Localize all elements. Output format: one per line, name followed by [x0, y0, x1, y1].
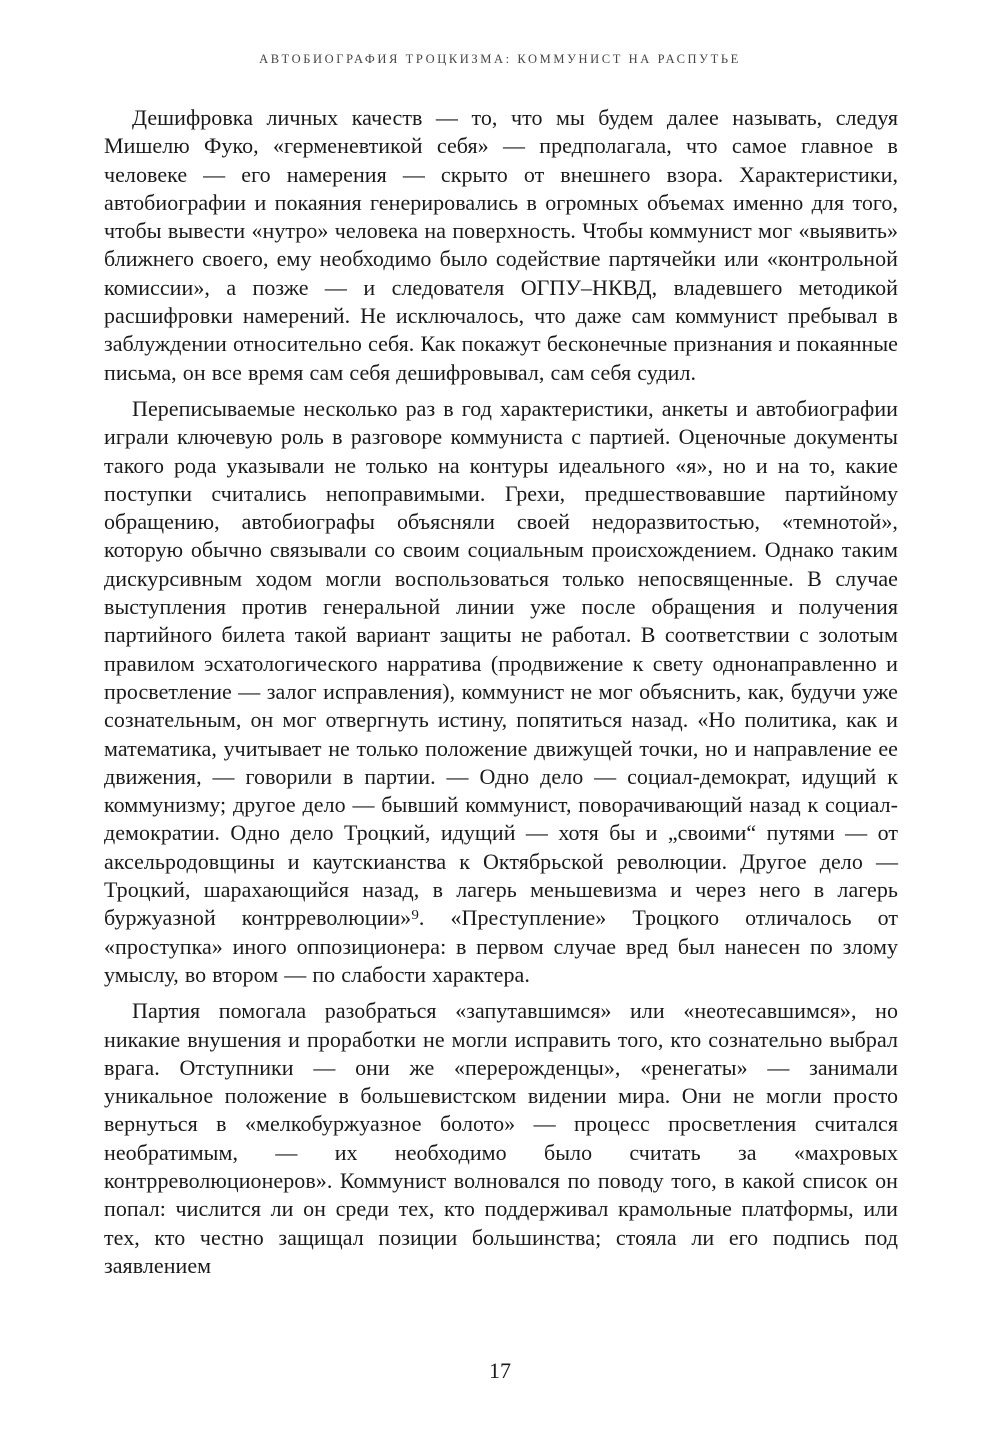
page-number: 17 — [489, 1358, 511, 1383]
paragraph-2: Переписываемые несколько раз в год характеристики, анкеты и автобиографии играли ключевую роль в разговоре коммуниста с партией. Оценочные документы такого рода указывали не только на контуры идеального «я», но и на то, какие поступки считались непоправимыми. Грехи, предшествовавшие партийному обращению, автобиографы объясняли своей недоразвитостью, «темнотой», которую обычно связывали со своим социальным происхождением. Однако таким дискурсивным ходом могли воспользоваться только непосвященные. В случае выступления против генеральной линии уже после обращения и получения партийного билета такой вариант защиты не работал. В соответствии с золотым правилом эсхатологического нарратива (продвижение к свету однонаправленно и просветление — залог исправления), коммунист не мог объяснить, как, будучи уже сознательным, он мог отвергнуть истину, попятиться назад. «Но политика, как и математика, учитывает не только положение движущей точки, но и направление ее движения, — говорили в партии. — Одно дело — социал-демократ, идущий к коммунизму; другое дело — бывший коммунист, поворачивающий назад к социал-демократии. Одно дело Троцкий, идущий — хотя бы и „своими“ путями — от аксельродовщины и каутскианства к Октябрьской революции. Другое дело — Троцкий, шарахающийся назад, в лагерь меньшевизма и через него в лагерь буржуазной контрреволюции»⁹. «Преступление» Троцкого отличалось от «проступка» иного оппозиционера: в первом случае вред был нанесен по злому умыслу, во втором — по слабости характера. — [104, 395, 898, 987]
body-text — [104, 104, 898, 1280]
paragraph-3: Партия помогала разобраться «запутавшимся» или «неотесавшимся», но никакие внушения и проработки не могли исправить того, кто сознательно выбрал врага. Отступники — они же «перерожденцы», «ренегаты» — занимали уникальное положение в большевистском видении мира. Они не могли просто вернуться в «мелкобуржуазное болото» — процесс просветления считался необратимым, — их необходимо было считать за «махровых контрреволюционеров». Коммунист волновался по поводу того, в какой список он попал: числится ли он среди тех, кто поддерживал крамольные платформы, или тех, кто честно защищал позиции большинства; стояла ли его подпись под заявлением — [104, 998, 898, 1278]
running-header: АВТОБИОГРАФИЯ ТРОЦКИЗМА: КОММУНИСТ НА РАСПУТЬЕ — [259, 52, 741, 66]
paragraph-1: Дешифровка личных качеств — то, что мы будем далее называть, следуя Мишелю Фуко, «герменевтикой себя» — предполагала, что самое главное в человеке — его намерения — скрыто от внешнего взора. Характеристики, автобиографии и покаяния генерировались в огромных объемах именно для того, чтобы вывести «нутро» человека на поверхность. Чтобы коммунист мог «выявить» ближнего своего, ему необходимо было содействие партячейки или «контрольной комиссии», а позже — и следователя ОГПУ–НКВД, владевшего методикой расшифровки намерений. Не исключалось, что даже сам коммунист пребывал в заблуждении относительно себя. Как покажут бесконечные признания и покаянные письма, он все время сам себя дешифровывал, сам себя судил. — [104, 105, 898, 385]
